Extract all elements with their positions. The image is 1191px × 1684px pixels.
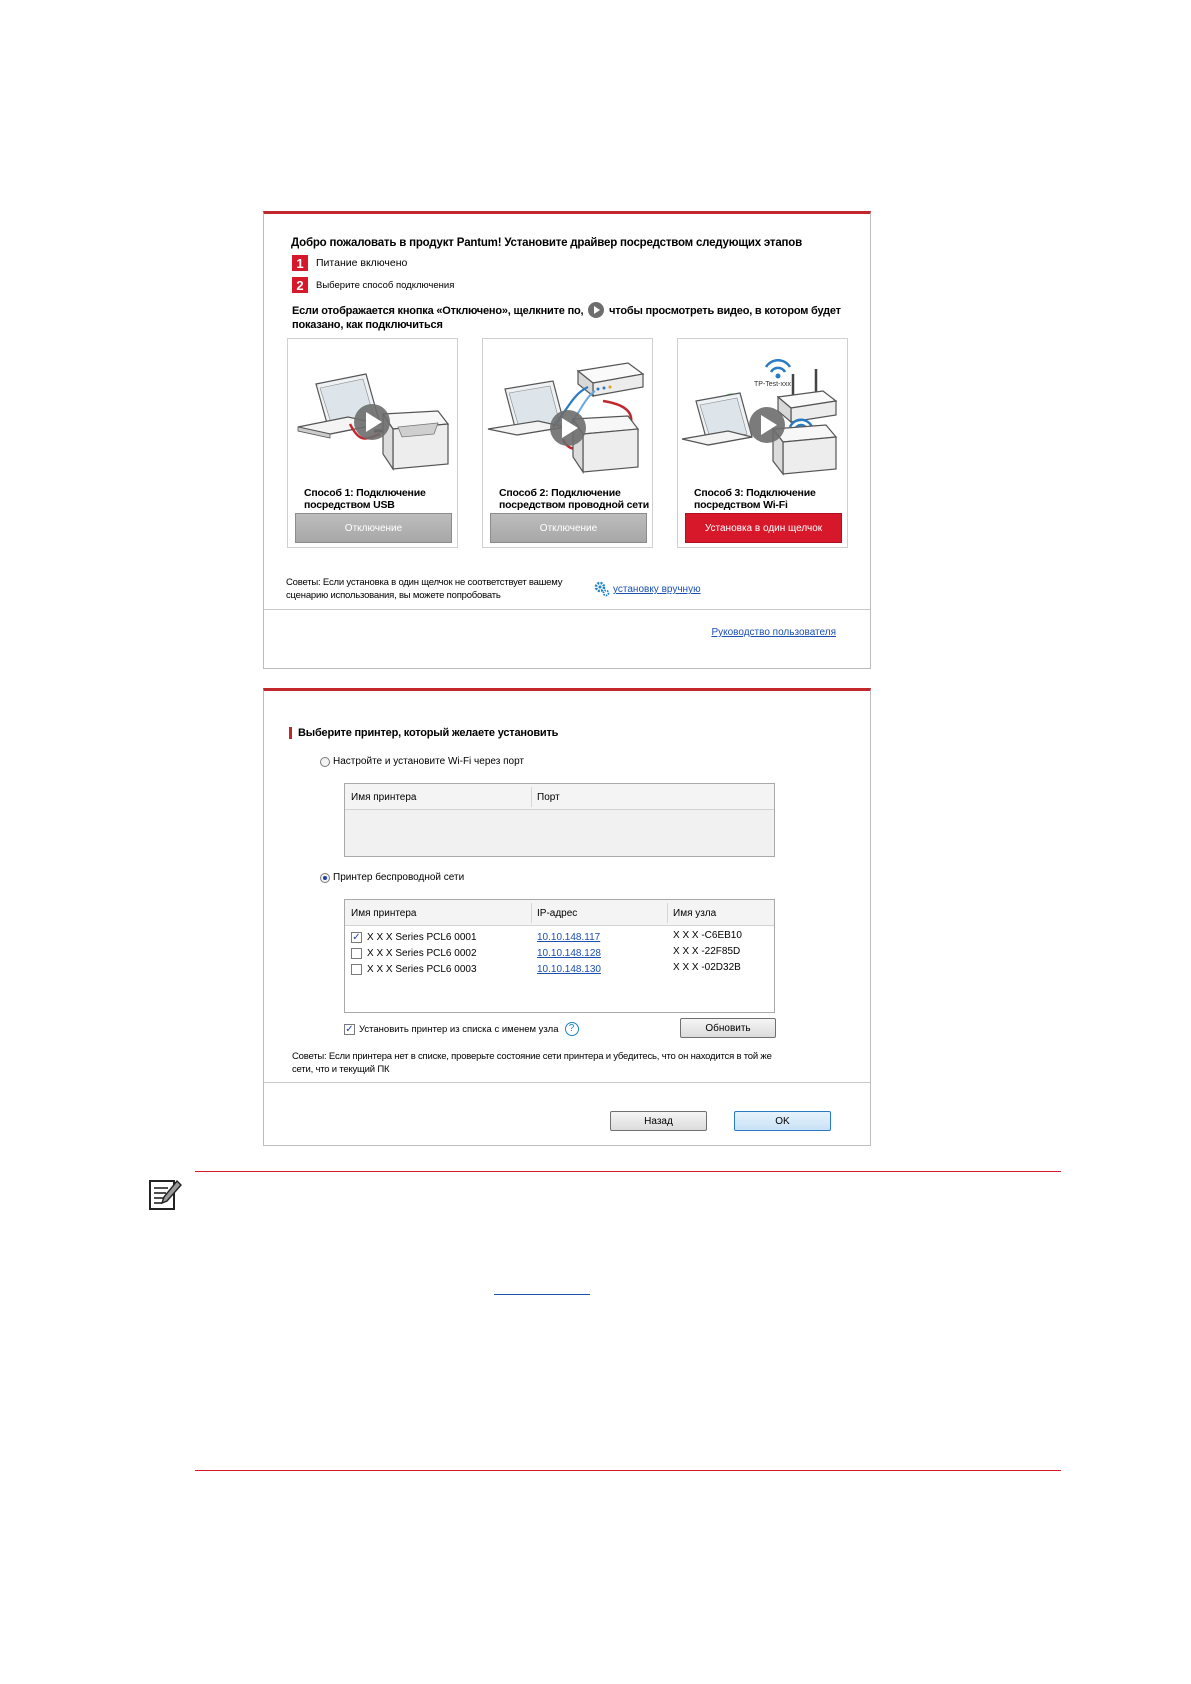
column-header-ip: IP-адрес: [537, 908, 578, 919]
column-header-printer-name: Имя принтера: [351, 908, 417, 919]
install-by-hostname-option[interactable]: [344, 1022, 579, 1036]
printer-host: X X X -C6EB10: [673, 930, 742, 941]
radio-wifi-port[interactable]: [320, 756, 524, 767]
refresh-button[interactable]: Обновить: [680, 1018, 776, 1038]
video-hint-before: Если отображается кнопка «Отключено», щелкните по,: [292, 305, 584, 317]
printer-select-panel: [263, 688, 871, 1146]
radio-button[interactable]: [320, 873, 330, 883]
step-label: Питание включено: [316, 257, 408, 269]
row-checkbox[interactable]: [351, 964, 362, 975]
column-header-printer-name: Имя принтера: [351, 792, 417, 803]
divider: [264, 1082, 870, 1083]
method-label: Способ 1: Подключение посредством USB: [304, 487, 426, 511]
note-icon: [147, 1177, 183, 1213]
table-row[interactable]: [345, 946, 774, 962]
usb-disconnected-button[interactable]: Отключение: [295, 513, 452, 543]
wired-disconnected-button[interactable]: Отключение: [490, 513, 647, 543]
radio-button[interactable]: [320, 757, 330, 767]
method-label: Способ 3: Подключение посредством Wi-Fi: [694, 487, 816, 511]
divider: [264, 609, 870, 610]
row-checkbox[interactable]: [351, 948, 362, 959]
step-choose-connection: [292, 277, 454, 293]
installer-welcome-panel: [263, 211, 871, 669]
note-bottom-rule: [195, 1470, 1061, 1471]
select-printer-title: Выберите принтер, который желаете установить: [289, 727, 558, 739]
gear-icon: [594, 581, 610, 597]
router-ssid: TP-Test-xxx: [754, 381, 791, 388]
printer-host: X X X -02D32B: [673, 962, 741, 973]
table-header: [345, 784, 774, 810]
manual-install-link[interactable]: установку вручную: [613, 584, 701, 595]
welcome-title: Добро пожаловать в продукт Pantum! Установите драйвер посредством следующих этапов: [291, 237, 802, 249]
method-card-usb: [287, 338, 458, 548]
port-printer-table: [344, 783, 775, 857]
column-header-host: Имя узла: [673, 908, 717, 919]
play-icon[interactable]: [588, 302, 604, 318]
tips-text: Советы: Если установка в один щелчок не соответствует вашему сценарию использования, вы можете попробовать: [286, 577, 563, 601]
printer-ip-link[interactable]: 10.10.148.117: [537, 932, 601, 943]
step-number: 1: [292, 255, 308, 271]
step-label: Выберите способ подключения: [316, 279, 455, 291]
note-top-rule: [195, 1171, 1061, 1172]
help-icon[interactable]: ?: [565, 1022, 579, 1036]
note-link-underline: [494, 1294, 590, 1295]
video-hint-after: чтобы просмотреть видео, в котором будет показано, как подключиться: [292, 305, 841, 331]
one-click-install-button[interactable]: Установка в один щелчок: [685, 513, 842, 543]
table-row[interactable]: [345, 930, 774, 946]
radio-label: Настройте и установите Wi-Fi через порт: [333, 756, 524, 767]
method-card-wired: [482, 338, 653, 548]
tips-text: Советы: Если принтера нет в списке, проверьте состояние сети принтера и убедитесь, что он находится в той же сети, что и текущий ПК: [292, 1051, 772, 1075]
radio-wireless-printer[interactable]: [320, 872, 464, 883]
column-header-port: Порт: [537, 792, 560, 803]
wired-network-illustration: [483, 339, 654, 484]
printer-name: X X X Series PCL6 0003: [367, 964, 477, 975]
install-by-hostname-label: Установить принтер из списка с именем узла: [359, 1023, 559, 1035]
ok-button[interactable]: OK: [734, 1111, 831, 1131]
radio-label: Принтер беспроводной сети: [333, 872, 465, 883]
row-checkbox[interactable]: ✓: [352, 932, 361, 943]
printer-name: X X X Series PCL6 0001: [367, 932, 477, 943]
table-header: [345, 900, 774, 926]
method-label: Способ 2: Подключение посредством проводной сети: [499, 487, 649, 511]
step-number: 2: [292, 277, 308, 293]
printer-ip-link[interactable]: 10.10.148.130: [537, 964, 601, 975]
back-button[interactable]: Назад: [610, 1111, 707, 1131]
usb-connection-illustration: [288, 339, 459, 484]
video-hint: [292, 302, 867, 332]
step-power-on: [292, 255, 407, 271]
user-guide-link[interactable]: Руководство пользователя: [711, 627, 836, 638]
table-row[interactable]: [345, 962, 774, 978]
printer-name: X X X Series PCL6 0002: [367, 948, 477, 959]
install-by-hostname-checkbox[interactable]: ✓: [345, 1023, 354, 1035]
printer-host: X X X -22F85D: [673, 946, 741, 957]
method-card-wifi: [677, 338, 848, 548]
printer-ip-link[interactable]: 10.10.148.128: [537, 948, 601, 959]
wireless-printer-table: [344, 899, 775, 1013]
wifi-connection-illustration: [678, 339, 849, 484]
